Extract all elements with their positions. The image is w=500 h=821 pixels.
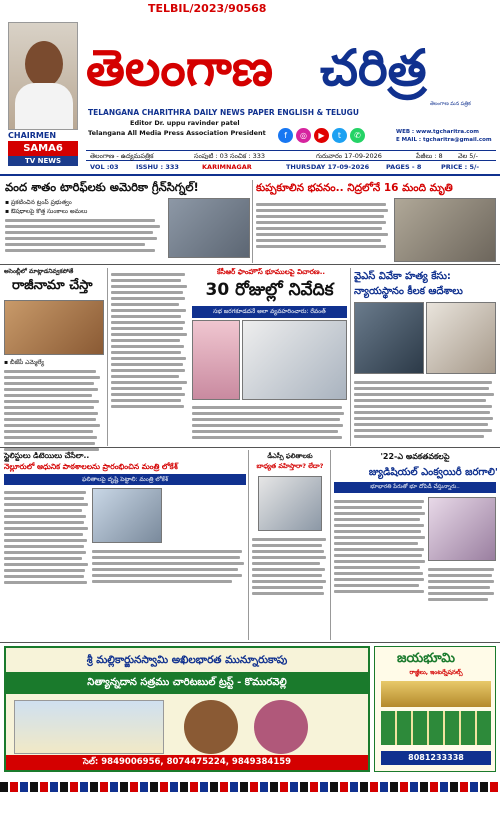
telugu-dateline: తెలంగాణ - ఉద్యమపత్రిక సంపుటి : 03 సంచిక : 333 గురువారం 17-09-2026 పేజీలు : 8 వెల 5/- [86,150,496,161]
founder-photo-1 [184,700,238,754]
center-subheadline: సభ జరగకూడదనే అలా వ్యవహరించారు: రేవంత్ [192,306,347,318]
trump-photo [168,198,250,258]
mla-body: ▪ బీజేపీ ఎమ్మెల్యే [4,358,104,454]
masthead-title-part2: చరిత్ర [320,39,427,97]
inquiry-headline: జ్యుడిషియల్ ఎంక్వయిరీ జరగాలి' [368,467,498,478]
trust-building-image [14,700,164,754]
mla-kicker: అసెంబ్లీలో మాట్లాడనివ్వకపోతే [4,268,74,275]
mla-headline: రాజీనామా చేస్తా [12,278,93,293]
inquiry-subheadline: భూభారతి పేరుతో భూ దోపిడీ చేస్తున్నారు.. [334,482,496,493]
lokesh-subheadline: ఫలితాలపై దృష్టి పెట్టాలి: మంత్రి లోకేశ్ [4,474,246,485]
jaya-sub: రాజ్ఞీలు, ఇంటర్నేషనల్స్ [409,669,463,676]
english-title: TELANGANA CHARITHRA DAILY NEWS PAPER ENGLISH & TELUGU [88,108,359,117]
center-body [192,403,347,442]
inquiry-body [334,497,426,596]
association-name: Telangana All Media Press Association President [88,129,266,137]
print-colour-strip [0,782,500,792]
editor-name: Editor Dr. uppu ravinder patel [130,119,240,127]
center-headline: 30 రోజుల్లో నివేదిక [205,280,334,300]
trust-phone: సెల్: 9849006956, 8074475224, 9849384159 [6,755,368,770]
lokesh-kicker: స్టైలిస్టులు డిటెయిలు చేసేలా.. [4,451,90,460]
trust-line-2: నిత్యాన్నదాన సత్రము చారిటబుల్ ట్రస్ట్ - కొమురవెల్లి [6,672,368,694]
police-photo [354,302,424,374]
jagan-headline: బాధ్యత వహిస్తారా? లేదా? [256,462,324,470]
jaya-crop-image [381,681,491,707]
jayabhumi-advertisement[interactable] [374,646,496,772]
viveka-headline-2: న్యాయస్థానం కీలక ఆదేశాలు [354,286,463,297]
bullet-column [111,270,189,411]
lokesh-photo [92,488,162,543]
registration-number: TELBIL/2023/90568 [148,2,267,15]
revanth-photo [242,320,347,400]
jagan-photo [258,476,322,531]
english-dateline: VOL :03 ISSHU : 333 KARIMNAGAR THURSDAY 17-09-2026 PAGES - 8 PRICE : 5/- [90,163,480,171]
viveka-body [354,378,496,441]
jaya-product-packs [381,711,491,745]
masthead-tagline: తెలంగాణ మన పత్రిక [430,101,471,107]
jagan-body [252,535,328,598]
founder-photo-2 [254,700,308,754]
viveka-photo [426,302,496,374]
channel-logo: SAMA6 [8,141,78,157]
lead-right-headline: కుప్పకూలిన భవనం.. నిద్రలోనే 16 మంది మృతి [256,182,453,194]
trust-line-1: శ్రీ మల్లికార్జునస్వామి అఖిలభారత మున్నూరుకాపు [86,654,288,666]
lead-left-headline: వంద శాతం టారిఫ్‌లకు అమెరికా గ్రీన్‌సిగ్నల్! [5,180,199,194]
chairman-photo [8,22,78,130]
inquiry-kicker: '22-ఎ అవకతవకలపై [380,452,450,461]
viveka-headline: వైఎస్ వివేకా హత్య కేసు: [354,271,451,282]
facebook-icon[interactable]: f [278,128,293,143]
lokesh-bullets [4,488,90,587]
jaya-brand: జయభూమి [397,651,456,666]
mla-photo [4,300,104,355]
website[interactable]: WEB : www.tgcharitra.com [396,129,479,135]
chairman-label: CHAIRMEN [8,131,57,140]
girl-photo [192,320,240,400]
whatsapp-icon[interactable]: ✆ [350,128,365,143]
social-icons [278,128,383,144]
masthead-rule [0,174,500,176]
youtube-icon[interactable]: ▶ [314,128,329,143]
lokesh-body [92,547,246,586]
trust-advertisement[interactable] [4,646,370,772]
lead-right-body [256,200,392,251]
column-divider [252,180,253,263]
collapsed-building-photo [394,198,496,262]
masthead-title-part1: తెలంగాణ [86,39,274,97]
email[interactable]: E MAIL : tgcharitra@gmail.com [396,137,492,143]
ktr-photo [428,497,496,561]
instagram-icon[interactable]: ◎ [296,128,311,143]
jaya-phone: 8081233338 [381,751,491,765]
inquiry-body-right [428,565,496,604]
channel-sub: TV NEWS [8,156,78,166]
center-kicker: కేసీఆర్ ఫాంహౌస్ భూములపై విచారణ.. [216,268,326,276]
jagan-kicker: డీఎస్సీ ఫలితాలకు [267,452,313,460]
lead-left-body: ▪ ప్రకటించిన ట్రంప్ ప్రభుత్వం ▪ ఔషధాలపై కొత్త సుంకాలు అమలు [5,198,165,255]
lokesh-headline: నెల్లూరులో ఆధునిక పాఠశాలలను ప్రారంభించిన మంత్రి లోకేశ్ [4,462,178,471]
twitter-icon[interactable]: t [332,128,347,143]
